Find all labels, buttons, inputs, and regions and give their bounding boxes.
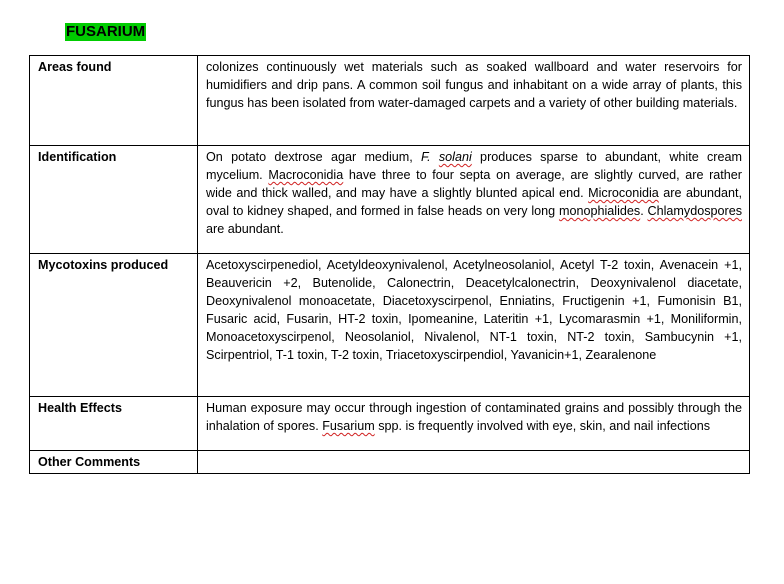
row-value	[198, 451, 750, 474]
text-segment: are abundant.	[206, 222, 284, 236]
page-title: FUSARIUM	[66, 23, 146, 40]
row-value	[198, 397, 750, 451]
table-row	[30, 56, 750, 146]
table-row	[30, 146, 750, 254]
row-value: colonizes continuously wet materials such as soaked wallboard and water reservoirs for humidifiers and drip pans. A common soil fungus and inhabitant on a wide array of plants, this fungus has been isolated from water-damaged carpets and a variety of other building materials.	[198, 56, 750, 146]
text-segment: monophialides	[558, 204, 641, 218]
table-row	[30, 397, 750, 451]
row-label: Areas found	[30, 56, 198, 146]
text-segment: produces sparse to abundant, white cream mycelium.	[206, 150, 742, 182]
text-segment: Fusarium	[322, 419, 375, 433]
row-value	[198, 146, 750, 254]
row-value: Acetoxyscirpenediol, Acetyldeoxynivalenol, Acetylneosolaniol, Acetyl T-2 toxin, Avenacein +1, Beauvericin +2, Butenolide, Calonectrin, Deacetylcalonectrin, Deoxynivalenol diacetate, Deoxynivalenol monoacetate, Diacetoxyscirpenol, Enniatins, Fructigenin +1, Fumonisin B1, Fusaric acid, Fusarin, HT-2 toxin, Ipomeanine, Lateritin +1, Lycomarasmin +1, Moniliformin, Monoacetoxyscirpenol, Neosolaniol, Nivalenol, NT-1 toxin, NT-2 toxin, Sambucynin +1, Scirpentriol, T-1 toxin, T-2 toxin, Triacetoxyscirpendiol, Yavanicin+1, Zearalenone	[198, 254, 750, 397]
text-segment: .	[640, 204, 648, 218]
species-name: solani	[438, 150, 472, 164]
row-label: Health Effects	[30, 397, 198, 451]
table-row	[30, 451, 750, 474]
row-label: Mycotoxins produced	[30, 254, 198, 397]
row-label: Identification	[30, 146, 198, 254]
text-segment: Macroconidia	[268, 168, 344, 182]
species-genus: F.	[421, 150, 439, 164]
text-segment: Human exposure may occur through ingestion of contaminated grains and possibly through the inhalation of spores.	[206, 401, 742, 433]
text-segment: are abundant, oval to kidney shaped, and formed in false heads on very long	[206, 186, 742, 218]
text-segment: Chlamydospores	[647, 204, 742, 218]
row-label: Other Comments	[30, 451, 198, 474]
fungus-info-table	[29, 55, 750, 474]
text-segment: have three to four septa on average, are slightly curved, are rather wide and thick walled, and may have a slightly blunted apical end.	[206, 168, 742, 200]
text-segment: On potato dextrose agar medium,	[206, 150, 422, 164]
text-segment: Microconidia	[588, 186, 659, 200]
table-row	[30, 254, 750, 397]
text-segment: spp. is frequently involved with eye, skin, and nail infections	[374, 419, 711, 433]
